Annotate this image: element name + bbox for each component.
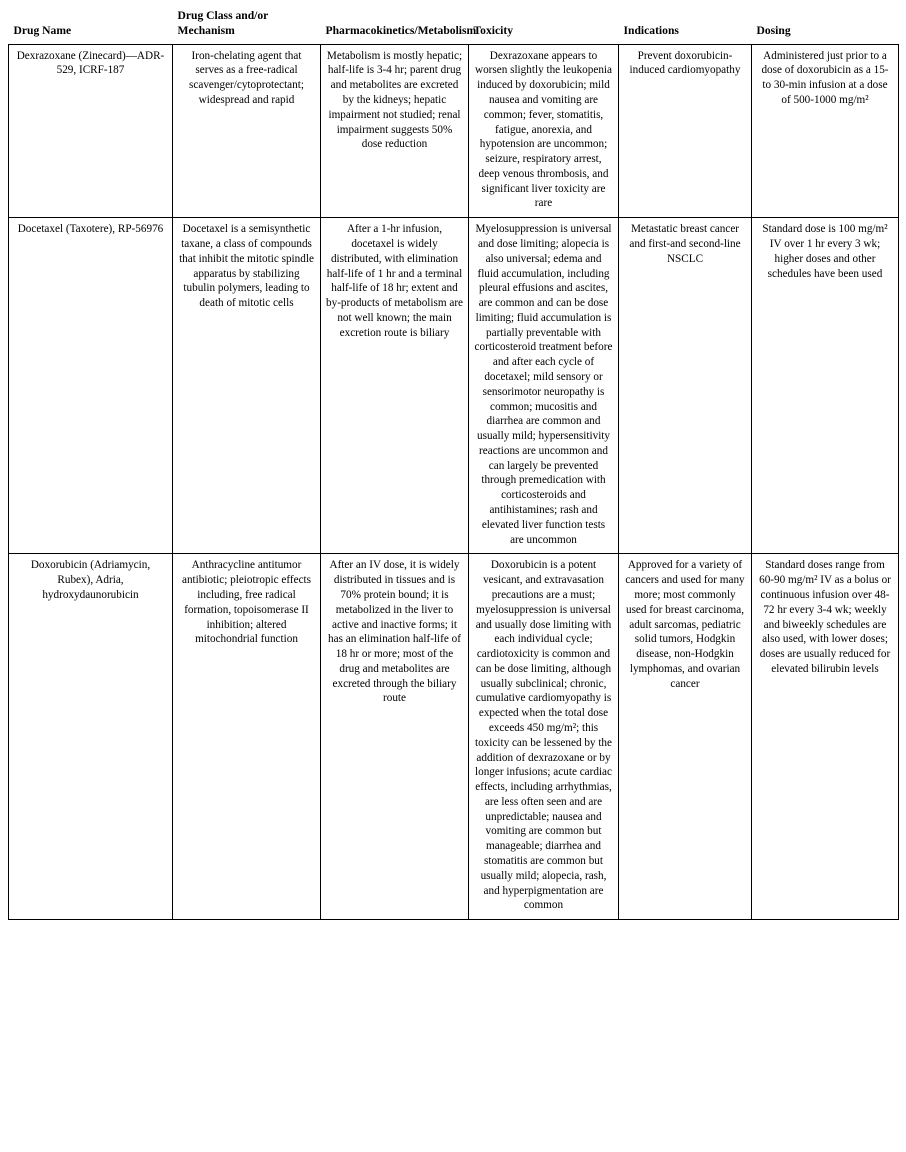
table-header-row <box>9 6 899 44</box>
cell-dosing <box>752 554 899 920</box>
cell-drug-name <box>9 554 173 920</box>
dosing-text: Administered just prior to a dose of doxorubicin as a 15- to 30-min infusion at a dose of 500-1000 mg/m² <box>761 49 889 106</box>
table-row <box>9 44 899 218</box>
cell-drug-class <box>173 554 321 920</box>
column-header-toxicity: Toxicity <box>469 6 619 44</box>
table-row <box>9 554 899 920</box>
indications-text: Approved for a variety of cancers and used for many more; most commonly used for breast carcinoma, adult sarcomas, pediatric solid tumors, Hodgkin disease, non-Hodgkin lymphomas, and ovarian cancer <box>625 559 745 690</box>
cell-indications <box>619 218 752 554</box>
column-header-drug-class: Drug Class and/or Mechanism <box>173 6 321 44</box>
cell-pharmacokinetics <box>321 44 469 218</box>
drug-class-text: Docetaxel is a semisynthetic taxane, a class of compounds that inhibit the mitotic spindle apparatus by stabilizing tubulin polymers, leading to death of mitotic cells <box>179 223 314 310</box>
cell-indications <box>619 554 752 920</box>
column-header-dosing: Dosing <box>752 6 899 44</box>
drug-class-text: Anthracycline antitumor antibiotic; pleiotropic effects including, free radical formation, topoisomerase II inhibition; altered mitochondrial function <box>181 559 312 646</box>
indications-text: Prevent doxorubicin-induced cardiomyopathy <box>629 49 741 77</box>
cell-toxicity <box>469 44 619 218</box>
document-page <box>0 6 906 1152</box>
pharmacokinetics-text: After a 1-hr infusion, docetaxel is widely distributed, with elimination half-life of 1 hr and a terminal half-life of 18 hr; extent and by-products of metabolism are not well known; the main excretion route is biliary <box>326 223 464 339</box>
column-header-indications: Indications <box>619 6 752 44</box>
cell-indications <box>619 44 752 218</box>
cell-drug-class <box>173 218 321 554</box>
cell-pharmacokinetics <box>321 554 469 920</box>
dosing-text: Standard dose is 100 mg/m² IV over 1 hr every 3 wk; higher doses and other schedules have been used <box>762 223 888 280</box>
table-row <box>9 218 899 554</box>
indications-text: Metastatic breast cancer and first-and second-line NSCLC <box>629 223 741 265</box>
cell-toxicity <box>469 554 619 920</box>
toxicity-text: Doxorubicin is a potent vesicant, and extravasation precautions are a must; myelosuppression is universal and usually dose limiting with each individual cycle; cardiotoxicity is common and can be dose limiting, although usually subclinical; chronic, cumulative cardiomyopathy is expected when the total dose exceeds 450 mg/m²; this toxicity can be lessened by the addition of dexrazoxane or by longer infusions; acute cardiac effects, including arrhythmias, are less often seen and are unpredictable; nausea and vomiting are common but manageable; diarrhea and stomatitis are common but usually mild; alopecia, rash, and hyperpigmentation are common <box>474 559 612 912</box>
column-header-pharmacokinetics: Pharmacokinetics/Metabolism <box>321 6 469 44</box>
dosing-text: Standard doses range from 60-90 mg/m² IV as a bolus or continuous infusion over 48-72 hr every 3-4 wk; weekly and biweekly schedules are also used, with lower doses; doses are usually reduced for elevated bilirubin levels <box>759 559 891 675</box>
cell-dosing <box>752 218 899 554</box>
pharmacokinetics-text: Metabolism is mostly hepatic; half-life is 3-4 hr; parent drug and metabolites are excreted by the kidneys; hepatic impairment not studied; renal impairment suggests 50% dose reduction <box>326 49 463 151</box>
drug-class-text: Iron-chelating agent that serves as a free-radical scavenger/cytoprotectant; widespread and rapid <box>189 49 304 106</box>
drug-reference-table <box>8 6 899 920</box>
cell-dosing <box>752 44 899 218</box>
toxicity-text: Myelosuppression is universal and dose limiting; alopecia is also universal; edema and fluid accumulation, including pleural effusions and ascites, are common and can be dose limiting; fluid accumulation is partially preventable with corticosteroid treatment before and after each cycle of docetaxel; mild sensory or sensorimotor neuropathy is common; mucositis and diarrhea are common and usually mild; hypersensitivity reactions are uncommon and can largely be prevented through premedication with corticosteroids and antihistamines; rash and elevated liver function tests are uncommon <box>474 223 613 546</box>
cell-drug-name <box>9 218 173 554</box>
toxicity-text: Dexrazoxane appears to worsen slightly the leukopenia induced by doxorubicin; mild nausea and vomiting are common; fever, stomatitis, fatigue, anorexia, and hypotension are uncommon; seizure, respiratory arrest, deep venous thrombosis, and significant liver toxicity are rare <box>474 49 613 210</box>
cell-toxicity <box>469 218 619 554</box>
table-header <box>9 6 899 44</box>
cell-pharmacokinetics <box>321 218 469 554</box>
cell-drug-class <box>173 44 321 218</box>
table-body <box>9 44 899 920</box>
cell-drug-name <box>9 44 173 218</box>
drug-name-text: Dexrazoxane (Zinecard)—ADR-529, ICRF-187 <box>16 49 165 77</box>
drug-name-text: Docetaxel (Taxotere), RP-56976 <box>17 223 164 236</box>
column-header-drug-name: Drug Name <box>9 6 173 44</box>
drug-name-text: Doxorubicin (Adriamycin, Rubex), Adria, hydroxydaunorubicin <box>30 559 151 601</box>
pharmacokinetics-text: After an IV dose, it is widely distributed in tissues and is 70% protein bound; it is metabolized in the liver to active and inactive forms; it has an elimination half-life of 18 hr or more; most of the drug and metabolites are excreted through the biliary route <box>328 559 461 705</box>
